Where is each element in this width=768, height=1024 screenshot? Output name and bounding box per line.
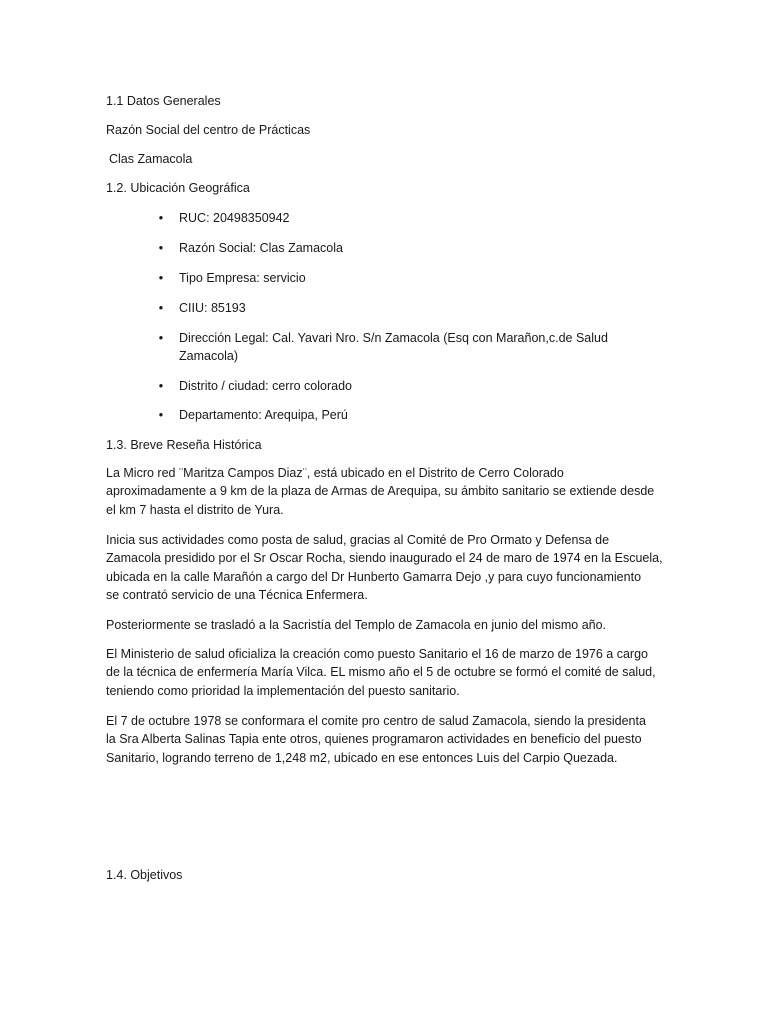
list-item-text: Departamento: Arequipa, Perú	[179, 408, 348, 422]
paragraph-line: La Micro red ¨Maritza Campos Diaz¨, está ubicado en el Distrito de Cerro Colorado	[106, 466, 564, 480]
paragraph-line: El 7 de octubre 1978 se conformara el comite pro centro de salud Zamacola, siendo la presidenta	[106, 714, 646, 728]
bullet-icon: •	[158, 241, 164, 255]
razon-social-heading: Razón Social del centro de Prácticas	[106, 123, 311, 137]
list-item-text: RUC: 20498350942	[179, 211, 290, 225]
history-paragraph	[106, 616, 664, 634]
bullet-icon: •	[158, 379, 164, 393]
paragraph-line: Zamacola presidido por el Sr Oscar Rocha, siendo inaugurado el 24 de maro de 1974 en la Escuela,	[106, 551, 663, 566]
list-item-text: Razón Social: Clas Zamacola	[179, 241, 343, 255]
list-item-text	[179, 329, 637, 365]
paragraph-line: la Sra Alberta Salinas Tapia ente otros, quienes programaron actividades en beneficio del puesto	[106, 732, 642, 747]
list-item-line: Dirección Legal: Cal. Yavari Nro. S/n Zamacola (Esq con Marañon,c.de Salud	[179, 331, 608, 345]
history-paragraph	[106, 645, 664, 700]
paragraph-line: Sanitario, logrando terreno de 1,248 m2, ubicado en ese entonces Luis del Carpio Quezada.	[106, 750, 618, 765]
paragraph-line: Posteriormente se trasladó a la Sacristía del Templo de Zamacola en junio del mismo año.	[106, 618, 607, 632]
list-item-line: Zamacola)	[179, 349, 239, 363]
section-heading-ubicacion: 1.2. Ubicación Geográfica	[106, 181, 250, 195]
list-item-text: CIIU: 85193	[179, 301, 246, 315]
paragraph-line: Inicia sus actividades como posta de salud, gracias al Comité de Pro Ormato y Defensa de	[106, 533, 610, 547]
paragraph-line: el km 7 hasta el distrito de Yura.	[106, 502, 284, 517]
section-heading-resena-historica: 1.3. Breve Reseña Histórica	[106, 438, 262, 452]
section-heading-objetivos: 1.4. Objetivos	[106, 868, 183, 882]
paragraph-line: teniendo como prioridad la implementación del puesto sanitario.	[106, 683, 460, 698]
list-item-text: Tipo Empresa: servicio	[179, 271, 306, 285]
history-paragraph	[106, 531, 664, 604]
list-item-text: Distrito / ciudad: cerro colorado	[179, 379, 352, 393]
history-paragraph	[106, 464, 664, 519]
bullet-icon: •	[158, 301, 164, 315]
bullet-icon: •	[158, 271, 164, 285]
bullet-icon: •	[158, 408, 164, 422]
paragraph-line: de la técnica de enfermería María Vilca. EL mismo año el 5 de octubre se formó el comité de salud,	[106, 665, 656, 680]
section-heading-datos-generales: 1.1 Datos Generales	[106, 94, 221, 108]
bullet-icon: •	[158, 331, 164, 345]
paragraph-line: El Ministerio de salud oficializa la creación como puesto Sanitario el 16 de marzo de 1976 a cargo	[106, 647, 648, 661]
razon-social-value: Clas Zamacola	[109, 152, 193, 166]
paragraph-line: se contrató servicio de una Técnica Enfermera.	[106, 587, 368, 602]
history-paragraph	[106, 712, 664, 767]
paragraph-line: aproximadamente a 9 km de la plaza de Armas de Arequipa, su ámbito sanitario se extiende desde	[106, 484, 655, 499]
bullet-icon: •	[158, 211, 164, 225]
paragraph-line: ubicada en la calle Marañón a cargo del Dr Hunberto Gamarra Dejo ,y para cuyo funcionamiento	[106, 569, 642, 584]
